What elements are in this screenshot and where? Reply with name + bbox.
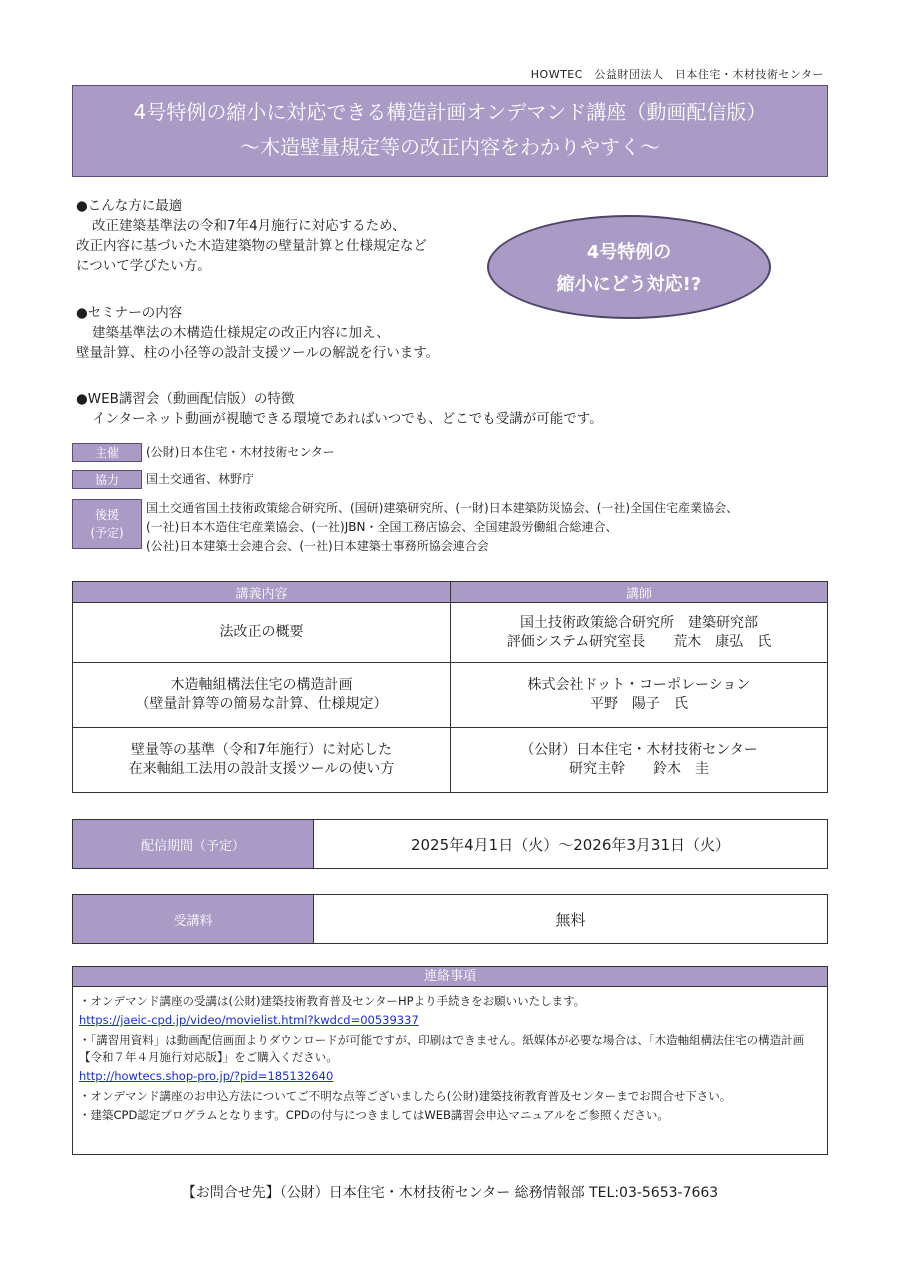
purchase-link[interactable]: http://howtecs.shop-pro.jp/?pid=185132640: [79, 1069, 334, 1083]
table-row: [73, 728, 828, 793]
highlight-oval: [487, 215, 771, 319]
column-header-content: 講義内容: [73, 582, 451, 603]
support-text: [142, 499, 738, 556]
delivery-period-value: 2025年4月1日（火）～2026年3月31日（火）: [410, 835, 731, 854]
note-item: ・オンデマンド講座の受講は(公財)建築技術教育普及センターHPより手続きをお願いいたします。: [79, 994, 586, 1008]
section-text: 改正建築基準法の令和7年4月施行に対応するため、: [92, 218, 406, 234]
organization-name: HOWTEC 公益財団法人 日本住宅・木材技術センター: [530, 68, 824, 81]
contact-info: 【お問合せ先】（公財）日本住宅・木材技術センター 総務情報部 TEL:03-5653-7663: [181, 1185, 719, 1201]
support-line: (公社)日本建築士会連合会、(一社)日本建築士事務所協会連合会: [146, 539, 489, 553]
notes-heading: 連絡事項: [73, 967, 827, 987]
delivery-period-box: [72, 819, 828, 869]
cell-line: 研究主幹 鈴木 圭: [569, 761, 709, 777]
support-tag: [72, 499, 142, 549]
cooperation-text: 国土交通省、林野庁: [146, 472, 255, 486]
cell-line: （壁量計算等の簡易な計算、仕様規定）: [135, 696, 388, 712]
notes-box: [72, 966, 828, 1155]
section-text: 改正内容に基づいた木造建築物の壁量計算と仕様規定など: [76, 238, 427, 254]
title-line-1: 4号特例の縮小に対応できる構造計画オンデマンド講座（動画配信版）: [133, 100, 767, 124]
support-tag-line-2: (予定): [90, 526, 124, 540]
support-tag-line-1: 後援: [94, 508, 119, 522]
delivery-period-label: 配信期間（予定）: [73, 820, 314, 868]
lecture-table: [72, 581, 828, 793]
host-tag: 主催: [72, 443, 142, 462]
support-line: 国土交通省国土技術政策総合研究所、(国研)建築研究所、(一財)日本建築防災協会、(一社)全国住宅産業協会、: [146, 501, 739, 515]
cell-line: 国土技術政策総合研究所 建築研究部: [520, 614, 758, 631]
title-line-2: ～木造壁量規定等の改正内容をわかりやすく～: [240, 135, 660, 159]
table-row: [73, 663, 828, 728]
info-support: [72, 499, 738, 556]
lecturer-cell: [451, 603, 828, 663]
section-heading: ●こんな方に最適: [76, 198, 183, 214]
section-web-features: [76, 389, 603, 429]
host-text: (公財)日本住宅・木材技術センター: [146, 445, 335, 459]
cell-line: （公財）日本住宅・木材技術センター: [520, 742, 758, 758]
lecture-content-cell: [73, 603, 451, 663]
cell-line: 平野 陽子 氏: [590, 696, 688, 712]
lecturer-cell: [451, 663, 828, 728]
oval-line-2: 縮小にどう対応!?: [556, 274, 702, 295]
section-text: インターネット動画が視聴できる環境であればいつでも、どこでも受講が可能です。: [92, 411, 603, 427]
support-line: (一社)日本木造住宅産業協会、(一社)JBN・全国工務店協会、全国建設労働組合総連合、: [146, 520, 618, 534]
note-item: ・オンデマンド講座のお申込方法についてご不明な点等ございましたら(公財)建築技術教育普及センターまでお問合せ下さい。: [79, 1089, 732, 1103]
cell-line: 株式会社ドット・コーポレーション: [527, 677, 751, 693]
fee-value: 無料: [555, 910, 586, 929]
cell-line: 木造軸組構法住宅の構造計画: [170, 677, 353, 693]
oval-line-1: 4号特例の: [586, 242, 672, 263]
info-cooperation: [72, 470, 254, 489]
title-banner: [72, 85, 828, 177]
fee-label: 受講料: [73, 895, 314, 943]
info-host: [72, 443, 335, 462]
cooperation-tag: 協力: [72, 470, 142, 489]
section-target-audience: [76, 196, 427, 276]
section-text: 壁量計算、柱の小径等の設計支援ツールの解説を行います。: [76, 345, 440, 361]
section-text: について学びたい方。: [76, 258, 211, 274]
fee-box: [72, 894, 828, 944]
cell-line: 在来軸組工法用の設計支援ツールの使い方: [128, 761, 395, 777]
note-item: ・「講習用資料」は動画配信画面よりダウンロードが可能ですが、印刷はできません。紙媒体が必要な場合は、「木造軸組構法住宅の構造計画【令和７年４月施行対応版】」をご購入ください。: [79, 1033, 805, 1064]
lecture-content-cell: [73, 728, 451, 793]
section-heading: ●WEB講習会（動画配信版）の特徴: [76, 391, 295, 407]
section-seminar-content: [76, 303, 439, 363]
cell-line: 評価システム研究室長 荒木 康弘 氏: [506, 633, 772, 650]
note-item: ・建築CPD認定プログラムとなります。CPDの付与につきましてはWEB講習会申込マニュアルをご参照ください。: [79, 1108, 669, 1122]
lecture-content-cell: [73, 663, 451, 728]
lecturer-cell: [451, 728, 828, 793]
table-header-row: [73, 582, 828, 603]
section-text: 建築基準法の木構造仕様規定の改正内容に加え、: [92, 325, 390, 341]
cell-line: 壁量等の基準（令和7年施行）に対応した: [131, 742, 392, 758]
table-row: [73, 603, 828, 663]
notes-body: [73, 987, 827, 1124]
section-heading: ●セミナーの内容: [76, 305, 183, 321]
registration-link[interactable]: https://jaeic-cpd.jp/video/movielist.html?kwdcd=00539337: [79, 1013, 419, 1027]
column-header-lecturer: 講師: [451, 582, 828, 603]
cell-line: 法改正の概要: [219, 624, 304, 640]
